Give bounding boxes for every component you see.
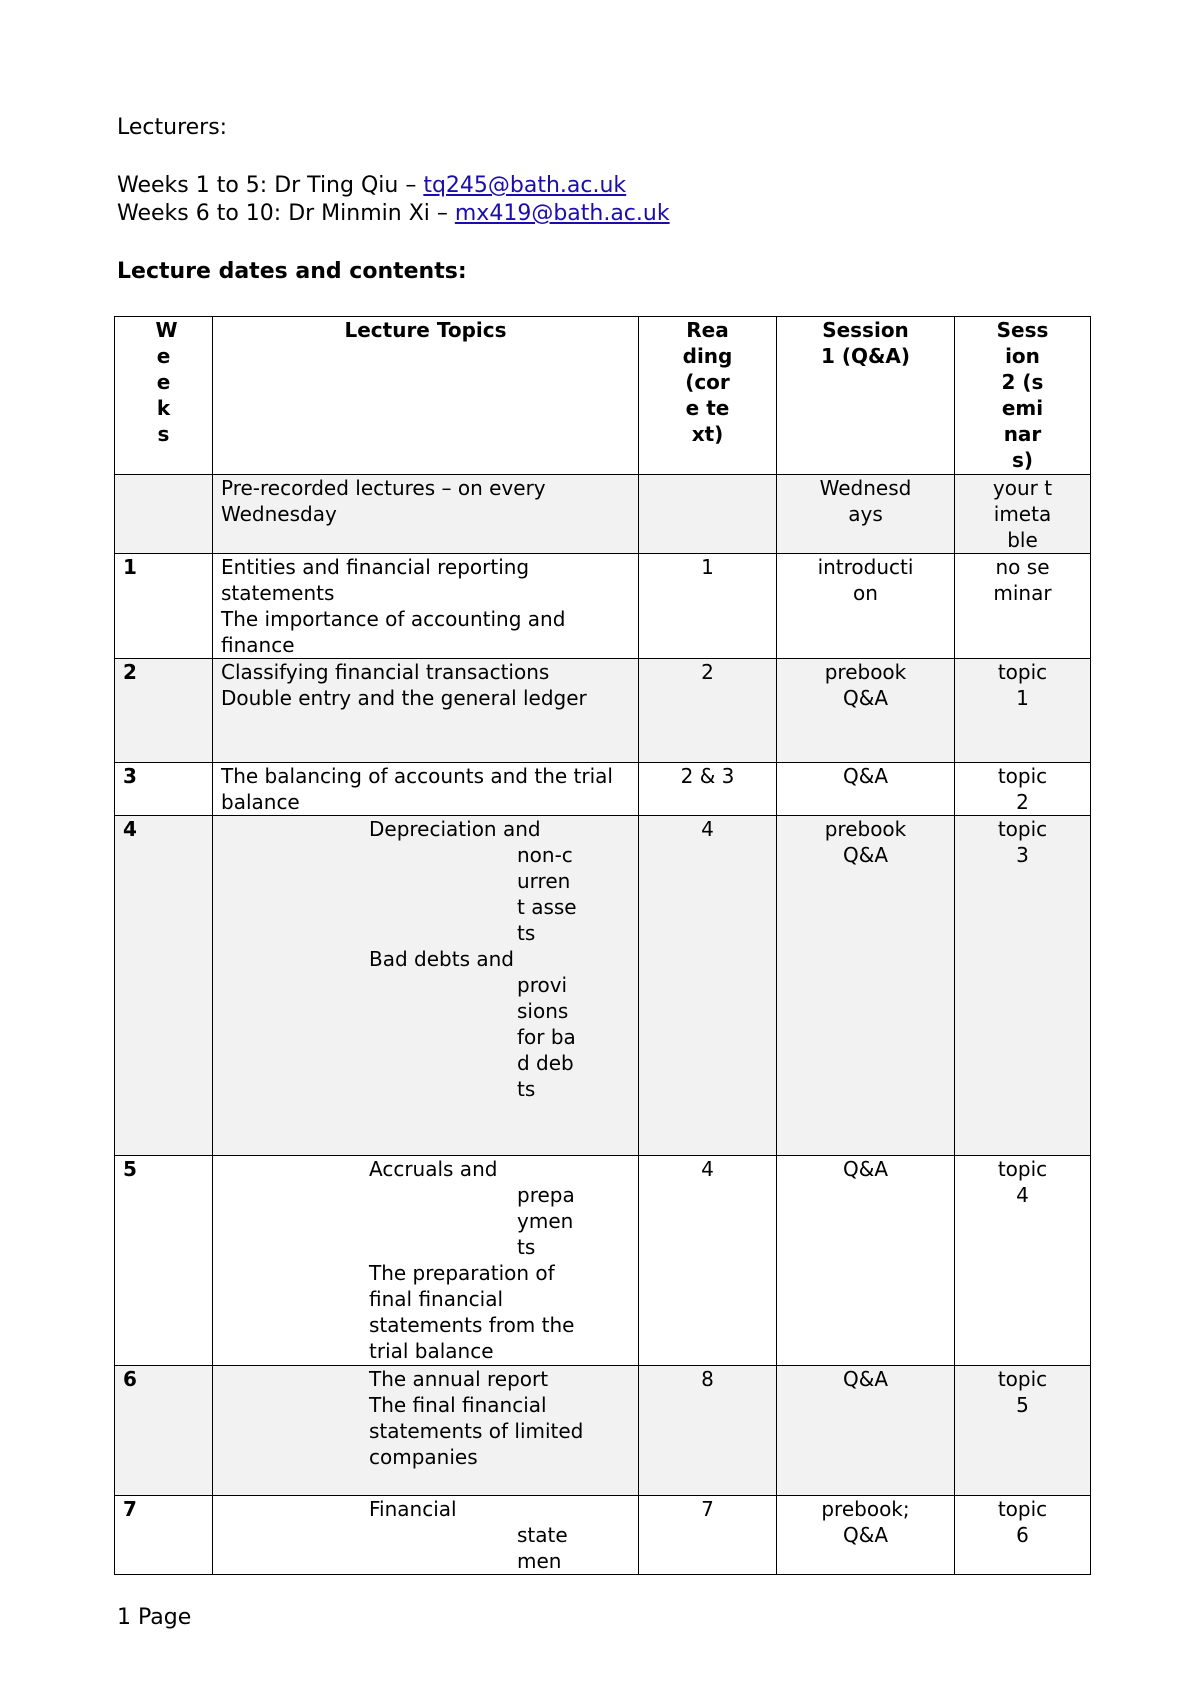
cell-topic <box>213 659 639 763</box>
topic-line-wrapped: provisions for bad debts <box>517 973 576 1101</box>
topic-line: The preparation of final financial statements from the trial balance <box>369 1261 575 1363</box>
topic-line-lead: Bad debts and <box>369 947 514 971</box>
cell-topic <box>213 554 639 659</box>
lecturer-line-2 <box>117 200 670 228</box>
cell-topic <box>213 1496 639 1575</box>
cell-week: 2 <box>115 659 213 763</box>
cell-topic: Pre-recorded lectures – on every Wednesday <box>213 475 639 554</box>
table-row <box>115 659 1091 763</box>
cell-session-1: Q&A <box>777 1156 955 1366</box>
table-row <box>115 1496 1091 1575</box>
lecturer-1-text: Weeks 1 to 5: Dr Ting Qiu – <box>117 173 424 198</box>
table-row <box>115 1156 1091 1366</box>
topic-line-wrapped: statemen <box>517 1523 568 1573</box>
cell-topic <box>213 1156 639 1366</box>
cell-reading: 4 <box>639 1156 777 1366</box>
page-footer: 1 Page <box>117 1605 192 1630</box>
cell-session-2: your timetable <box>955 475 1091 554</box>
cell-week: 6 <box>115 1366 213 1496</box>
cell-week <box>115 475 213 554</box>
cell-session-2: topic 2 <box>955 763 1091 816</box>
lecture-schedule-table <box>114 316 1091 1575</box>
topic-line: The balancing of accounts and the trial balance <box>221 764 613 814</box>
table-row <box>115 554 1091 659</box>
cell-session-1: prebook Q&A <box>777 816 955 1156</box>
cell-topic <box>213 763 639 816</box>
table-row <box>115 763 1091 816</box>
lecturer-line-1 <box>117 172 626 200</box>
cell-session-2: topic 3 <box>955 816 1091 1156</box>
cell-reading <box>639 475 777 554</box>
cell-topic <box>213 1366 639 1496</box>
cell-session-1: prebook; Q&A <box>777 1496 955 1575</box>
topic-line-wrapped: prepayments <box>517 1183 575 1259</box>
topic-line-lead: Financial <box>369 1497 457 1521</box>
cell-reading: 4 <box>639 816 777 1156</box>
cell-week: 7 <box>115 1496 213 1575</box>
topic-line: The annual report <box>369 1367 549 1391</box>
table-row-intro <box>115 475 1091 554</box>
lecturer-2-email-link[interactable]: mx419@bath.ac.uk <box>454 201 670 226</box>
cell-session-2: topic 4 <box>955 1156 1091 1366</box>
table-header-row <box>115 317 1091 475</box>
cell-week: 3 <box>115 763 213 816</box>
topic-line: Classifying financial transactions <box>221 660 550 684</box>
lecturer-2-text: Weeks 6 to 10: Dr Minmin Xi – <box>117 201 455 226</box>
table-row <box>115 1366 1091 1496</box>
topic-line: Entities and financial reporting statements <box>221 555 530 605</box>
cell-reading: 2 & 3 <box>639 763 777 816</box>
lecturer-1-email-link[interactable]: tq245@bath.ac.uk <box>423 173 627 198</box>
topic-line-lead: Accruals and <box>369 1157 498 1181</box>
header-lecture-topics: Lecture Topics <box>213 317 639 475</box>
cell-reading: 8 <box>639 1366 777 1496</box>
cell-session-2: no seminar <box>955 554 1091 659</box>
cell-week: 5 <box>115 1156 213 1366</box>
cell-topic <box>213 816 639 1156</box>
topic-line: The final financial statements of limited companies <box>369 1393 584 1469</box>
topic-line-lead: Depreciation and <box>369 817 541 841</box>
section-heading: Lecture dates and contents: <box>117 259 467 284</box>
header-weeks: Weeks <box>115 317 213 475</box>
cell-reading: 7 <box>639 1496 777 1575</box>
cell-session-2: topic 5 <box>955 1366 1091 1496</box>
table-row <box>115 816 1091 1156</box>
cell-session-1: introduction <box>777 554 955 659</box>
cell-session-1: Wednesdays <box>777 475 955 554</box>
cell-reading: 2 <box>639 659 777 763</box>
cell-session-2: topic 6 <box>955 1496 1091 1575</box>
cell-session-1: Q&A <box>777 1366 955 1496</box>
cell-week: 1 <box>115 554 213 659</box>
cell-week: 4 <box>115 816 213 1156</box>
header-session-2: Session 2 (seminars) <box>955 317 1091 475</box>
header-reading: Reading (core text) <box>639 317 777 475</box>
cell-session-1: prebook Q&A <box>777 659 955 763</box>
topic-line-wrapped: non-current assets <box>517 843 577 945</box>
topic-line: Double entry and the general ledger <box>221 686 587 710</box>
cell-reading: 1 <box>639 554 777 659</box>
cell-session-1: Q&A <box>777 763 955 816</box>
cell-session-2: topic 1 <box>955 659 1091 763</box>
topic-line: The importance of accounting and finance <box>221 607 566 657</box>
header-session-1: Session 1 (Q&A) <box>777 317 955 475</box>
lecturers-label: Lecturers: <box>117 115 228 140</box>
